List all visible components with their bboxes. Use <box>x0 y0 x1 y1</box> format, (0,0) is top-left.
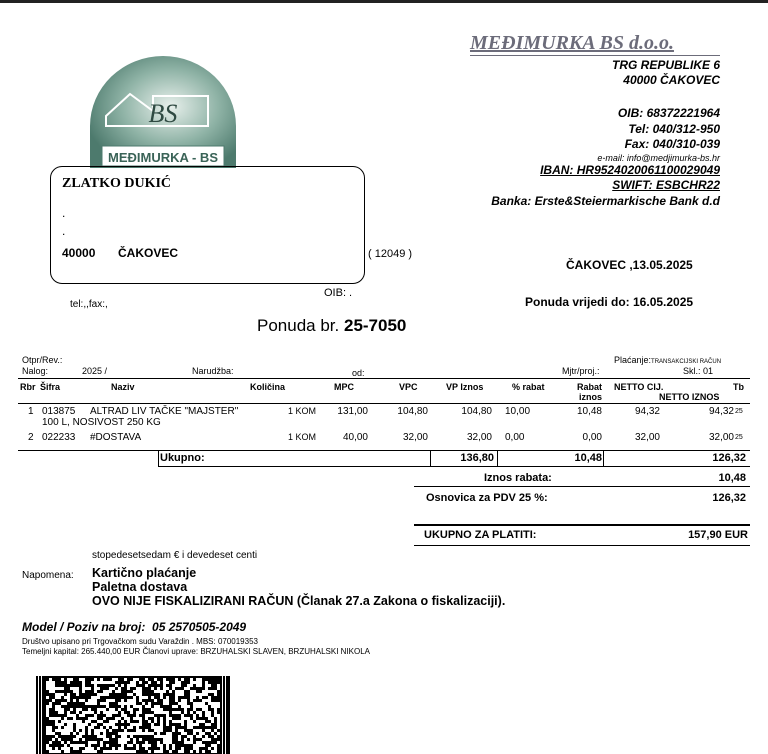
company-street: TRG REPUBLIKE 6 <box>611 58 720 72</box>
ukupno-vp: 136,80 <box>460 452 494 464</box>
item-mpc: 131,00 <box>337 406 368 417</box>
company-logo <box>88 56 238 168</box>
meta-rule <box>18 378 750 379</box>
item-naziv-line2: 100 L, NOSIVOST 250 KG <box>42 417 161 428</box>
company-iban: IBAN: HR9524020061100029049 <box>540 163 720 177</box>
ukupno-netto: 126,32 <box>712 452 746 464</box>
iznos-rabata-label: Iznos rabata: <box>484 472 552 484</box>
ukupno-rule <box>158 466 750 467</box>
item-kolicina: 1 KOM <box>287 406 316 416</box>
items-end-rule <box>18 450 750 451</box>
col-netto-iznos: NETTO IZNOS <box>659 392 720 402</box>
ukupno-platiti-label: UKUPNO ZA PLATITI: <box>424 529 537 541</box>
ukupno-rabat: 10,48 <box>574 452 602 464</box>
meta-nalog-value: 2025 / <box>82 366 108 376</box>
item-netto-cij: 32,00 <box>634 432 660 443</box>
totals-divider-3 <box>497 450 498 466</box>
item-vp-iznos: 104,80 <box>461 406 492 417</box>
item-vpc: 32,00 <box>402 432 428 443</box>
col-rabat-pct: % rabat <box>512 382 545 392</box>
company-bank: Banka: Erste&Steiermarkische Bank d.d <box>491 194 720 208</box>
customer-zip: 40000 <box>62 246 96 260</box>
meta-od: od: <box>352 368 365 378</box>
item-rbr: 2 <box>28 432 34 443</box>
col-rbr: Rbr <box>20 382 36 392</box>
customer-address-line1: . <box>62 206 66 220</box>
item-tb: 25 <box>735 434 743 441</box>
osnovica-value: 126,32 <box>712 492 746 504</box>
meta-narudzba: Narudžba: <box>192 366 234 376</box>
total-rule <box>414 524 750 526</box>
meta-otpr: Otpr/Rev.: <box>22 355 63 365</box>
ukupno-platiti-value: 157,90 EUR <box>688 529 748 541</box>
col-vp-iznos: VP Iznos <box>446 382 484 392</box>
offer-label: Ponuda br. <box>257 316 340 335</box>
place-date: ČAKOVEC ,13.05.2025 <box>566 258 693 272</box>
footer-line1: Društvo upisano pri Trgovačkom sudu Varaždin . MBS: 070019353 <box>22 637 258 646</box>
item-kolicina: 1 KOM <box>287 432 316 442</box>
company-tel: Tel: 040/312-950 <box>628 122 720 136</box>
valid-until: Ponuda vrijedi do: 16.05.2025 <box>525 295 694 309</box>
item-tb: 25 <box>735 408 743 415</box>
meta-mjtr: Mjtr/proj.: <box>562 366 600 376</box>
item-vpc: 104,80 <box>397 406 428 417</box>
logo-text: MEĐIMURKA - BS <box>107 150 219 165</box>
company-email: e-mail: info@medjimurka-bs.hr <box>597 153 720 163</box>
item-mpc: 40,00 <box>342 432 368 443</box>
col-netto-cij: NETTO CIJ. <box>614 382 664 392</box>
company-fax: Fax: 040/310-039 <box>624 137 720 151</box>
company-swift: SWIFT: ESBCHR22 <box>612 178 720 192</box>
company-oib: OIB: 68372221964 <box>617 106 720 120</box>
totals-divider-1 <box>158 450 159 466</box>
col-kolicina: Količina <box>250 382 286 392</box>
item-sifra: 022233 <box>42 432 76 443</box>
col-mpc: MPC <box>334 382 354 392</box>
iznos-rabata-value: 10,48 <box>718 472 746 484</box>
napomena-label: Napomena: <box>22 570 74 581</box>
offer-title <box>257 316 406 336</box>
total-bottom-rule <box>414 545 750 546</box>
item-rabat-pct: 10,00 <box>505 406 531 417</box>
footer-line2: Temeljni kapital: 265.440,00 EUR Članovi uprave: BRZUHALSKI SLAVEN, BRZUHALSKI NIKOLA <box>22 647 370 656</box>
model-poziv: Model / Poziv na broj: 05 2570505-2049 <box>22 620 247 634</box>
company-name: MEĐIMURKA BS d.o.o. <box>470 32 674 54</box>
item-naziv: ALTRAD LIV TAČKE "MAJSTER" <box>90 406 239 417</box>
customer-code: ( 12049 ) <box>368 248 413 260</box>
customer-address-line2: . <box>62 224 66 238</box>
item-rabat-iznos: 10,48 <box>576 406 602 417</box>
totals-divider-2 <box>430 450 431 466</box>
napomena-line3: OVO NIJE FISKALIZIRANI RAČUN (Članak 27.a Zakona o fiskalizaciji). <box>92 594 506 608</box>
item-netto-iznos: 32,00 <box>708 432 734 443</box>
customer-name: ZLATKO DUKIĆ <box>62 176 172 191</box>
col-sifra: Šifra <box>40 382 61 392</box>
item-rbr: 1 <box>28 406 34 417</box>
item-netto-cij: 94,32 <box>634 406 660 417</box>
item-naziv: #DOSTAVA <box>90 432 142 443</box>
header-rule <box>18 403 750 404</box>
payment-barcode <box>36 676 230 754</box>
napomena-line2: Paletna dostava <box>92 580 188 594</box>
totals-divider-4 <box>603 450 604 466</box>
meta-placanje: Plaćanje:TRANSAKCIJSKI RAČUN <box>614 355 722 365</box>
offer-number: 25-7050 <box>343 316 407 335</box>
customer-contact: tel:,,fax:, <box>70 299 108 310</box>
company-city: 40000 ČAKOVEC <box>623 73 720 87</box>
logo-monogram: BS <box>148 99 178 128</box>
item-sifra: 013875 <box>42 406 76 417</box>
customer-city: ČAKOVEC <box>118 246 179 260</box>
item-rabat-pct: 0,00 <box>505 432 525 443</box>
meta-nalog: Nalog: <box>22 366 49 376</box>
item-netto-iznos: 94,32 <box>708 406 734 417</box>
col-rabat-iznos-2: iznos <box>578 392 602 402</box>
napomena-line1: Kartično plaćanje <box>92 566 197 580</box>
top-border <box>0 0 768 3</box>
osnovica-label: Osnovica za PDV 25 %: <box>426 492 548 504</box>
col-vpc: VPC <box>399 382 418 392</box>
rabat-rule <box>414 486 750 487</box>
col-tb: Tb <box>733 382 744 392</box>
item-vp-iznos: 32,00 <box>466 432 492 443</box>
company-name-rule <box>470 55 720 56</box>
meta-skladiste: Skl.: 01 <box>683 366 714 376</box>
ukupno-label: Ukupno: <box>160 452 205 464</box>
col-naziv: Naziv <box>111 382 135 392</box>
amount-in-words: stopedesetsedam € i devedeset centi <box>92 550 258 561</box>
customer-oib: OIB: . <box>324 287 353 299</box>
col-rabat-iznos: Rabat <box>576 382 602 392</box>
item-rabat-iznos: 0,00 <box>582 432 602 443</box>
